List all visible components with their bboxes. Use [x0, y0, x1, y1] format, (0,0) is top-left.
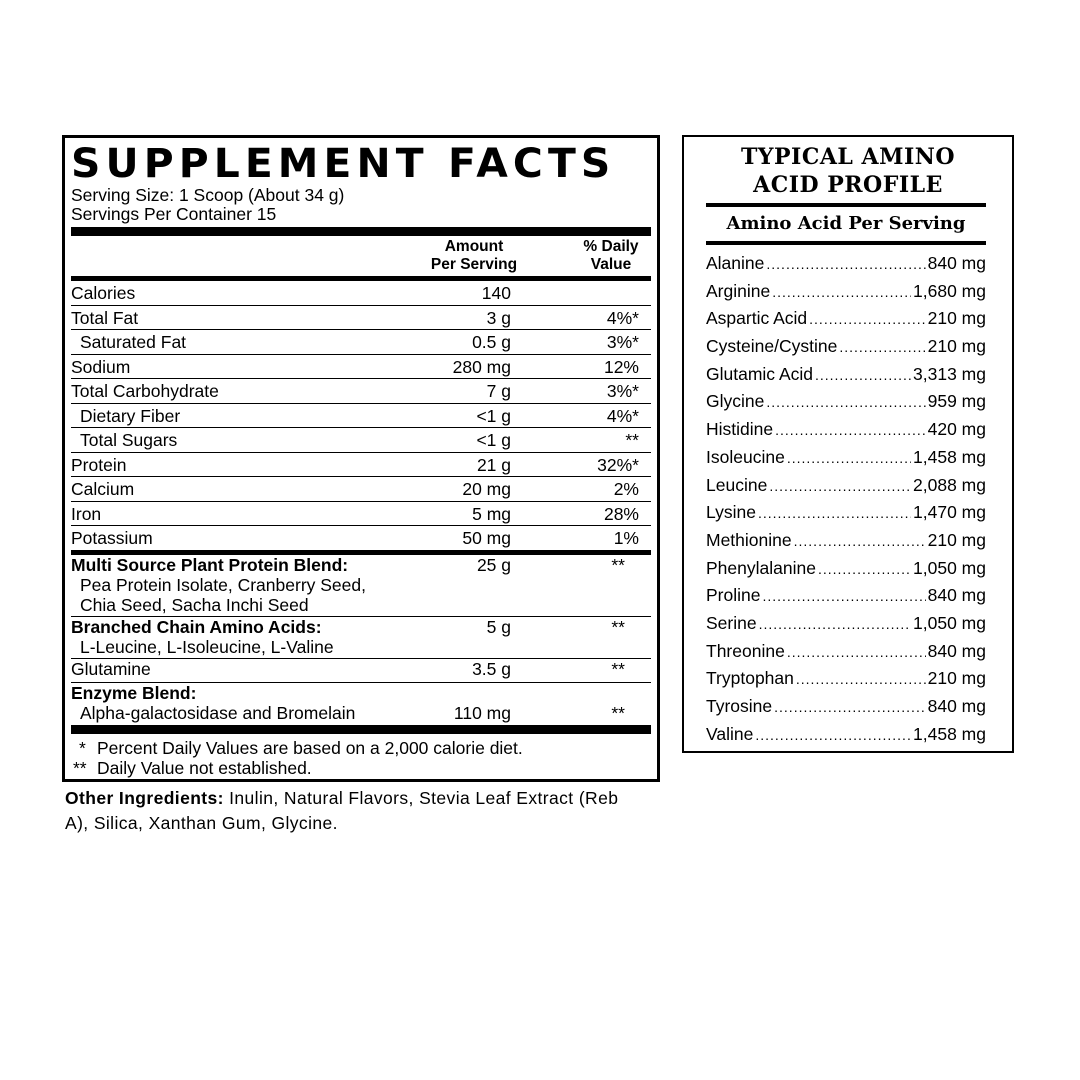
amino-acid-row	[706, 444, 986, 472]
amino-acid-value: 1,458 mg	[913, 446, 986, 467]
nutrient-dv: 28%	[603, 503, 639, 524]
amino-acid-row	[706, 278, 986, 306]
amino-acid-name: Cysteine/Cystine	[706, 336, 838, 357]
amino-acid-row	[706, 721, 986, 749]
nutrient-amount: 7 g	[486, 381, 511, 401]
amino-acid-name: Glycine	[706, 391, 765, 412]
divider-thick	[71, 725, 651, 734]
divider-thick	[71, 227, 651, 236]
amino-acid-name: Valine	[706, 723, 754, 744]
daily-value-header	[571, 238, 651, 274]
dot-leader	[766, 251, 925, 278]
footnote-2-mark: **	[73, 757, 87, 778]
amount-header-line2: Per Serving	[430, 256, 518, 273]
footnote-1-text: Percent Daily Values are based on a 2,000 calorie diet.	[97, 737, 523, 758]
nutrient-name: Calories	[71, 283, 136, 303]
amino-acid-value: 210 mg	[927, 668, 986, 689]
amino-acid-value: 420 mg	[927, 419, 986, 440]
nutrient-row	[71, 355, 651, 380]
blend-amount: 25 g	[476, 554, 511, 575]
amino-acid-name: Methionine	[706, 529, 792, 550]
nutrient-name: Protein	[71, 454, 127, 475]
blend-ingredients: Chia Seed, Sacha Inchi Seed	[80, 594, 309, 615]
blend-amount: 3.5 g	[472, 658, 511, 679]
nutrient-amount: 50 mg	[462, 528, 511, 548]
nutrient-dv: 3%*	[606, 332, 639, 352]
amino-acid-value: 3,313 mg	[913, 363, 986, 384]
amino-acid-row	[706, 472, 986, 500]
dot-leader	[775, 417, 926, 444]
dot-leader	[809, 306, 925, 333]
amino-acid-name: Aspartic Acid	[706, 308, 808, 329]
amino-acid-row	[706, 527, 986, 555]
amino-acid-value: 1,050 mg	[913, 557, 986, 578]
nutrient-row	[71, 379, 651, 404]
dot-leader	[839, 334, 925, 361]
amino-acid-name: Serine	[706, 612, 757, 633]
amount-header-line1: Amount	[444, 238, 504, 255]
nutrient-amount: <1 g	[476, 405, 511, 426]
nutrient-name: Total Sugars	[80, 430, 178, 450]
column-header	[71, 236, 651, 276]
blend-name: Glutamine	[71, 658, 151, 679]
dot-leader	[774, 694, 925, 721]
blend-dv: **	[611, 702, 625, 723]
blend-name: Multi Source Plant Protein Blend:	[71, 554, 349, 575]
amino-acid-value: 210 mg	[927, 529, 986, 550]
amino-acid-row	[706, 693, 986, 721]
amino-acid-name: Arginine	[706, 280, 771, 301]
dot-leader	[818, 556, 911, 583]
amino-acid-value: 210 mg	[927, 336, 986, 357]
amino-acid-value: 1,680 mg	[913, 280, 986, 301]
blend-ingredients: Alpha-galactosidase and Bromelain	[80, 702, 356, 723]
nutrient-row	[71, 502, 651, 527]
nutrient-dv: 4%*	[606, 405, 639, 426]
nutrient-dv: 3%*	[606, 381, 639, 401]
amino-acid-value: 210 mg	[927, 308, 986, 329]
footnotes	[71, 738, 651, 778]
amino-title-line1: TYPICAL AMINO	[740, 144, 956, 170]
nutrient-amount: <1 g	[476, 430, 511, 450]
amino-acid-row	[706, 638, 986, 666]
blend-amount: 5 g	[486, 616, 511, 637]
amino-acid-name: Glutamic Acid	[706, 363, 813, 384]
nutrient-amount: 140	[481, 283, 511, 303]
amino-acid-name: Phenylalanine	[706, 557, 816, 578]
amino-acid-value: 840 mg	[927, 696, 986, 716]
footnote-1-mark: *	[79, 737, 86, 758]
blend-ingredients: L-Leucine, L-Isoleucine, L-Valine	[80, 636, 334, 657]
amino-acid-row	[706, 388, 986, 416]
nutrient-amount: 0.5 g	[472, 332, 511, 352]
footnote-1	[71, 738, 651, 758]
other-ingredients	[65, 786, 625, 836]
amino-acid-value: 840 mg	[927, 253, 986, 273]
nutrient-row	[71, 281, 651, 306]
dv-header-line1: % Daily	[583, 238, 639, 255]
supplement-facts-panel	[62, 135, 660, 782]
nutrient-name: Sodium	[71, 356, 131, 377]
nutrient-name: Potassium	[71, 528, 153, 548]
amino-title-line2: ACID PROFILE	[753, 172, 943, 198]
nutrient-row	[71, 404, 651, 429]
nutrient-amount: 5 mg	[472, 503, 511, 524]
dot-leader	[759, 611, 911, 638]
other-ingredients-text: Inulin, Natural Flavors, Stevia Leaf Extract (Reb A), Silica, Xanthan Gum, Glycine.	[65, 788, 619, 833]
nutrient-name: Iron	[71, 503, 102, 524]
amount-header	[419, 238, 529, 274]
nutrient-amount: 3 g	[486, 307, 511, 328]
blend-dv: **	[611, 658, 625, 679]
nutrient-dv: **	[625, 430, 639, 450]
amino-acid-value: 959 mg	[927, 391, 986, 412]
nutrient-row	[71, 306, 651, 331]
blend-row	[71, 555, 651, 617]
amino-acid-profile-panel	[682, 135, 1014, 753]
amino-acid-row	[706, 305, 986, 333]
amino-acid-row	[706, 499, 986, 527]
nutrient-dv: 1%	[613, 528, 639, 548]
nutrient-rows	[71, 281, 651, 550]
blend-row	[71, 659, 651, 683]
amino-acid-row	[706, 333, 986, 361]
amino-acid-list	[706, 250, 986, 748]
dot-leader	[815, 362, 911, 389]
nutrient-row	[71, 428, 651, 453]
dot-leader	[762, 583, 925, 610]
amino-acid-row	[706, 416, 986, 444]
amino-subtitle: Amino Acid Per Serving	[726, 213, 966, 234]
amino-acid-name: Tyrosine	[706, 696, 773, 716]
nutrient-row	[71, 453, 651, 478]
dot-leader	[787, 639, 926, 666]
amino-acid-value: 1,470 mg	[913, 502, 986, 523]
amino-acid-value: 840 mg	[927, 585, 986, 606]
nutrient-dv: 12%	[603, 356, 639, 377]
blend-dv: **	[611, 554, 625, 575]
nutrient-row	[71, 526, 651, 550]
other-ingredients-label: Other Ingredients:	[65, 788, 224, 808]
blend-ingredients: Pea Protein Isolate, Cranberry Seed,	[80, 574, 366, 595]
nutrient-amount: 21 g	[476, 454, 511, 475]
nutrient-name: Calcium	[71, 479, 135, 499]
amino-acid-name: Histidine	[706, 419, 774, 440]
blend-row	[71, 683, 651, 724]
amino-acid-name: Lysine	[706, 502, 756, 523]
nutrient-name: Total Fat	[71, 307, 139, 328]
blend-amount: 110 mg	[453, 702, 511, 723]
nutrient-name: Total Carbohydrate	[71, 381, 219, 401]
divider-thick	[706, 203, 986, 207]
dot-leader	[755, 722, 911, 749]
nutrient-dv: 4%*	[606, 307, 639, 328]
servings-per-container: Servings Per Container 15	[71, 204, 277, 224]
nutrient-name: Saturated Fat	[80, 332, 187, 352]
nutrient-row	[71, 477, 651, 502]
dot-leader	[758, 500, 911, 527]
amino-acid-name: Leucine	[706, 474, 768, 495]
amino-acid-value: 840 mg	[927, 640, 986, 661]
nutrient-amount: 20 mg	[462, 479, 511, 499]
blend-row	[71, 617, 651, 659]
nutrient-dv: 32%*	[597, 454, 639, 475]
amino-acid-value: 1,050 mg	[913, 612, 986, 633]
dv-header-line2: Value	[590, 256, 632, 273]
amino-acid-value: 1,458 mg	[913, 723, 986, 744]
amino-acid-value: 2,088 mg	[913, 474, 986, 495]
amino-acid-name: Threonine	[706, 640, 785, 661]
blend-dv: **	[611, 616, 625, 637]
nutrient-dv: 2%	[613, 479, 639, 499]
amino-acid-name: Proline	[706, 585, 761, 606]
nutrient-name: Dietary Fiber	[80, 405, 181, 426]
supplement-facts-title: SUPPLEMENT FACTS	[71, 141, 616, 187]
amino-acid-row	[706, 610, 986, 638]
footnote-2-text: Daily Value not established.	[97, 757, 312, 778]
footnote-2	[71, 758, 651, 778]
dot-leader	[766, 389, 925, 416]
amino-profile-title	[684, 143, 1012, 199]
amino-acid-name: Alanine	[706, 253, 765, 273]
dot-leader	[772, 279, 911, 306]
amino-acid-row	[706, 250, 986, 278]
blend-name: Enzyme Blend:	[71, 682, 197, 703]
amino-acid-row	[706, 582, 986, 610]
nutrient-amount: 280 mg	[452, 356, 511, 377]
amino-acid-name: Isoleucine	[706, 446, 785, 467]
nutrient-row	[71, 330, 651, 355]
divider-thick	[706, 241, 986, 245]
dot-leader	[794, 528, 926, 555]
amino-acid-name: Tryptophan	[706, 668, 794, 689]
amino-acid-row	[706, 665, 986, 693]
dot-leader	[796, 666, 926, 693]
dot-leader	[769, 473, 911, 500]
amino-acid-row	[706, 361, 986, 389]
serving-size: Serving Size: 1 Scoop (About 34 g)	[71, 185, 345, 205]
dot-leader	[787, 445, 911, 472]
blend-name: Branched Chain Amino Acids:	[71, 616, 322, 637]
amino-acid-row	[706, 555, 986, 583]
